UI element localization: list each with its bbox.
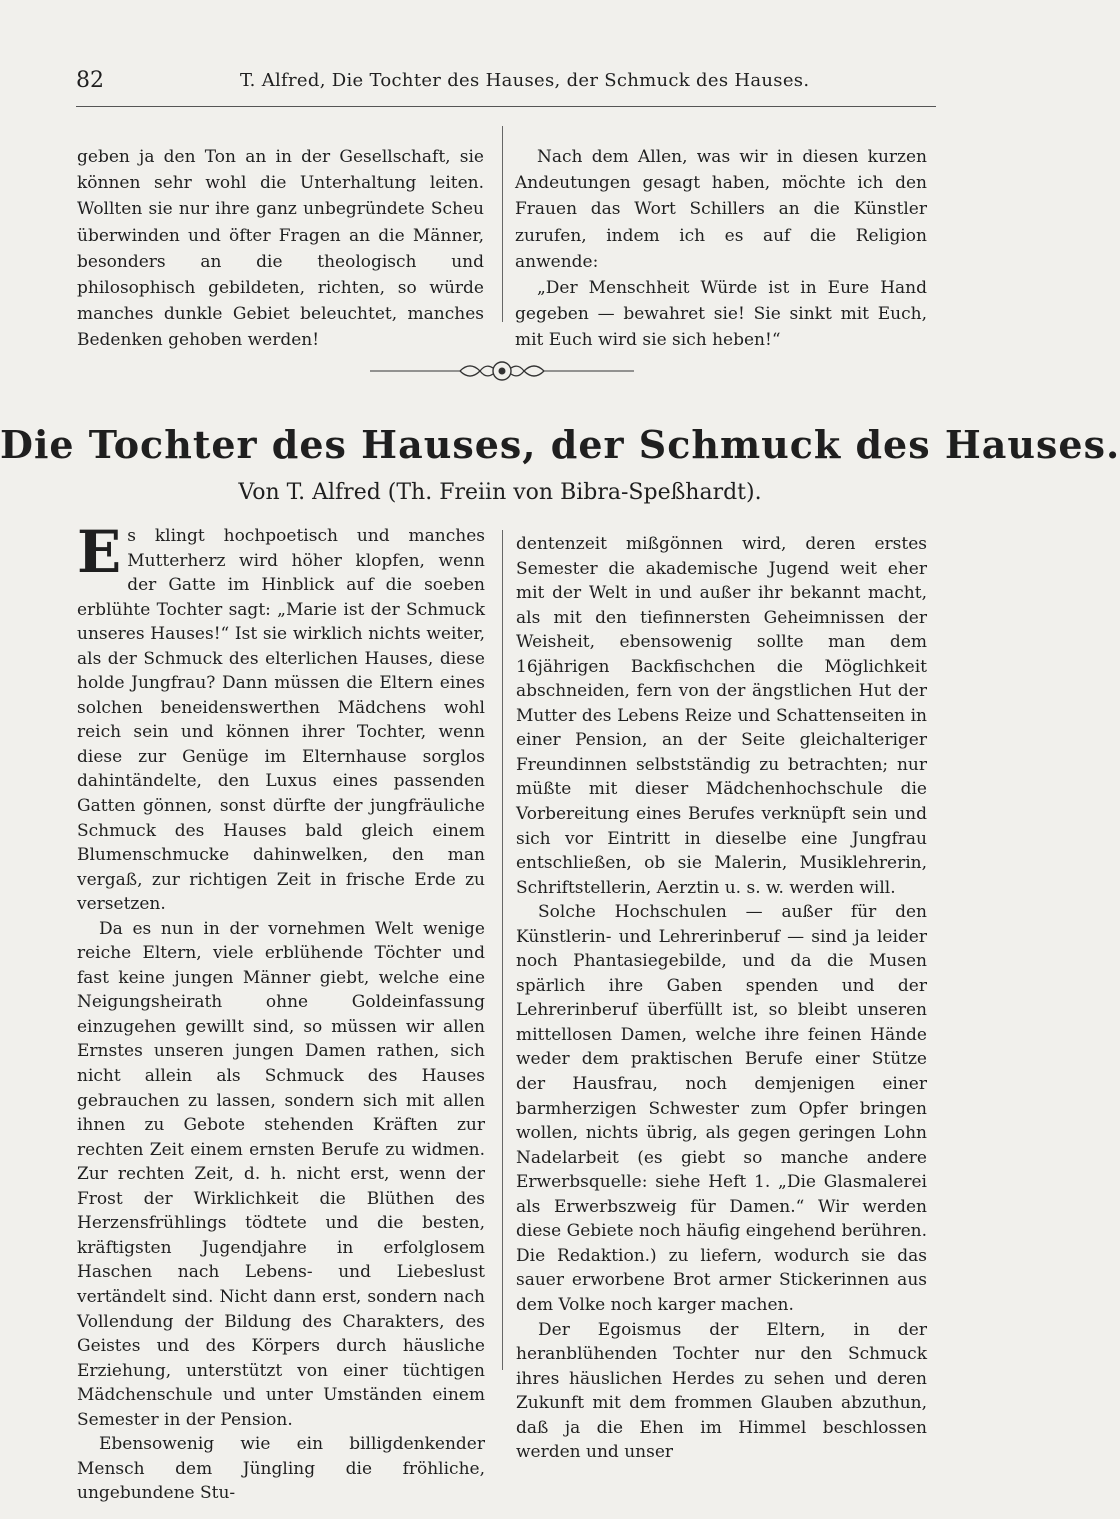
article-paragraph: dentenzeit mißgönnen wird, deren erstes Semester die akademische Jugend weit eher mit der Welt in und außer ihr bekannt macht, als mit den tiefinnersten Geheimnissen der Weisheit, ebensowenig sollte man dem 16jährigen Backfischchen die Möglichkeit abschneiden, fern von der ängstlichen Hut der Mutter des Lebens Reize und Schattenseiten in einer Pension, an der Seite gleichalteriger Freundinnen selbstständig zu betrachten; nur müßte mit dieser Mädchenhochschule die Vorbereitung eines Berufes verknüpft sein und sich vor Eintritt in dieselbe eine Jungfrau entschließen, ob sie Malerin, Musiklehrerin, Schriftstellerin, Aerztin u. s. w. werden will. — [516, 534, 927, 898]
schiller-quote: „Der Menschheit Würde ist in Eure Hand gegeben — bewahret sie! Sie sinkt mit Euch, mit Euch wird sie sich heben!“ — [515, 278, 927, 351]
previous-article-left-column — [77, 144, 484, 354]
article-paragraph: Da es nun in der vornehmen Welt wenige reiche Eltern, viele erblühende Töchter und fast keine jungen Männer giebt, welche eine Neigungsheirath ohne Goldeinfassung einzugehen gewillt sind, so müssen wir allen Ernstes unseren jungen Damen rathen, sich nicht allein als Schmuck des Hauses gebrauchen zu lassen, sondern sich mit allen ihnen zu Gebote stehenden Kräften zur rechten Zeit einem ernsten Berufe zu widmen. Zur rechten Zeit, d. h. nicht erst, wenn der Frost der Wirklichkeit die Blüthen des Herzensfrühlings tödtete und die besten, kräftigsten Jugendjahre in erfolglosem Haschen nach Lebens- und Liebeslust vertändelt sind. Nicht dann erst, sondern nach Vollendung der Bildung des Charakters, des Geistes und des Körpers durch häusliche Erziehung, unterstützt von einer tüchtigen Mädchenschule und unter Umständen einem Semester in der Pension. — [77, 918, 485, 1430]
ornament-divider-icon — [370, 356, 634, 386]
column-divider — [502, 530, 503, 1370]
drop-cap: E — [77, 518, 122, 586]
article-title: Die Tochter des Hauses, der Schmuck des Hauses. — [0, 422, 1120, 467]
article-left-column — [77, 518, 485, 1506]
previous-article-right-column — [515, 144, 927, 354]
article-paragraph-text: s klingt hochpoetisch und manches Mutterherz wird höher klopfen, wenn der Gatte im Hinblick auf die soeben erblühte Tochter sagt: „Marie ist der Schmuck unseres Hauses!“ Ist sie wirklich nichts weiter, als der Schmuck des elterlichen Hauses, diese holde Jungfrau? Dann müssen die Eltern eines solchen beneidenswerthen Mädchens wohl reich sein und können ihrer Tochter, wenn diese zur Genüge im Elternhause sorglos dahintändelte, den Luxus eines passenden Gatten gönnen, sonst dürfte der jungfräuliche Schmuck des Hauses bald gleich einem Blumenschmucke dahinwelken, den man vergaß, zur richtigen Zeit in frische Erde zu versetzen. — [77, 526, 485, 915]
article-byline: Von T. Alfred (Th. Freiin von Bibra-Speßhardt). — [238, 480, 762, 505]
previous-article-paragraph: Nach dem Allen, was wir in diesen kurzen Andeutungen gesagt haben, möchte ich den Frauen das Wort Schillers an die Künstler zurufen, indem ich es auf die Religion anwende: — [515, 147, 927, 272]
article-paragraph: Der Egoismus der Eltern, in der heranblühenden Tochter nur den Schmuck ihres häuslichen Herdes zu sehen und deren Zukunft mit dem frommen Glauben abzuthun, daß ja die Ehen im Himmel beschlossen werden und unser — [516, 1319, 927, 1463]
page-number: 82 — [76, 68, 104, 93]
previous-article-paragraph: geben ja den Ton an in der Gesellschaft, sie können sehr wohl die Unterhaltung leiten. Wollten sie nur ihre ganz unbegründete Scheu überwinden und öfter Fragen an die Männer, besonders an die theologisch und philosophisch gebildeten, richten, so würde manches dunkle Gebiet beleuchtet, manches Bedenken gehoben werden! — [77, 147, 484, 351]
running-title: T. Alfred, Die Tochter des Hauses, der Schmuck des Hauses. — [240, 70, 810, 91]
article-paragraph: Solche Hochschulen — außer für den Künstlerin- und Lehrerinberuf — sind ja leider noch Phantasiegebilde, und da die Musen spärlich ihre Gaben spenden und der Lehrerinberuf überfüllt ist, so bleibt unseren mittellosen Damen, welche ihre feinen Hände weder dem praktischen Berufe einer Stütze der Hausfrau, noch demjenigen einer barmherzigen Schwester zum Opfer bringen wollen, nichts übrig, als gegen geringen Lohn Nadelarbeit (es giebt so manche andere Erwerbsquelle: siehe Heft 1. „Die Glasmalerei als Erwerbszweig für Damen.“ Wir werden diese Gebiete noch häufig eingehend berühren. Die Redaktion.) zu liefern, wodurch sie das sauer erworbene Brot armer Stickerinnen aus dem Volke noch karger machen. — [516, 902, 927, 1315]
column-divider — [502, 126, 503, 322]
article-paragraph — [77, 518, 485, 917]
article-right-column — [516, 532, 927, 1465]
article-paragraph: Ebensowenig wie ein billigdenkender Mensch dem Jüngling die fröhliche, ungebundene Stu- — [77, 1434, 485, 1504]
header-rule — [76, 106, 936, 107]
